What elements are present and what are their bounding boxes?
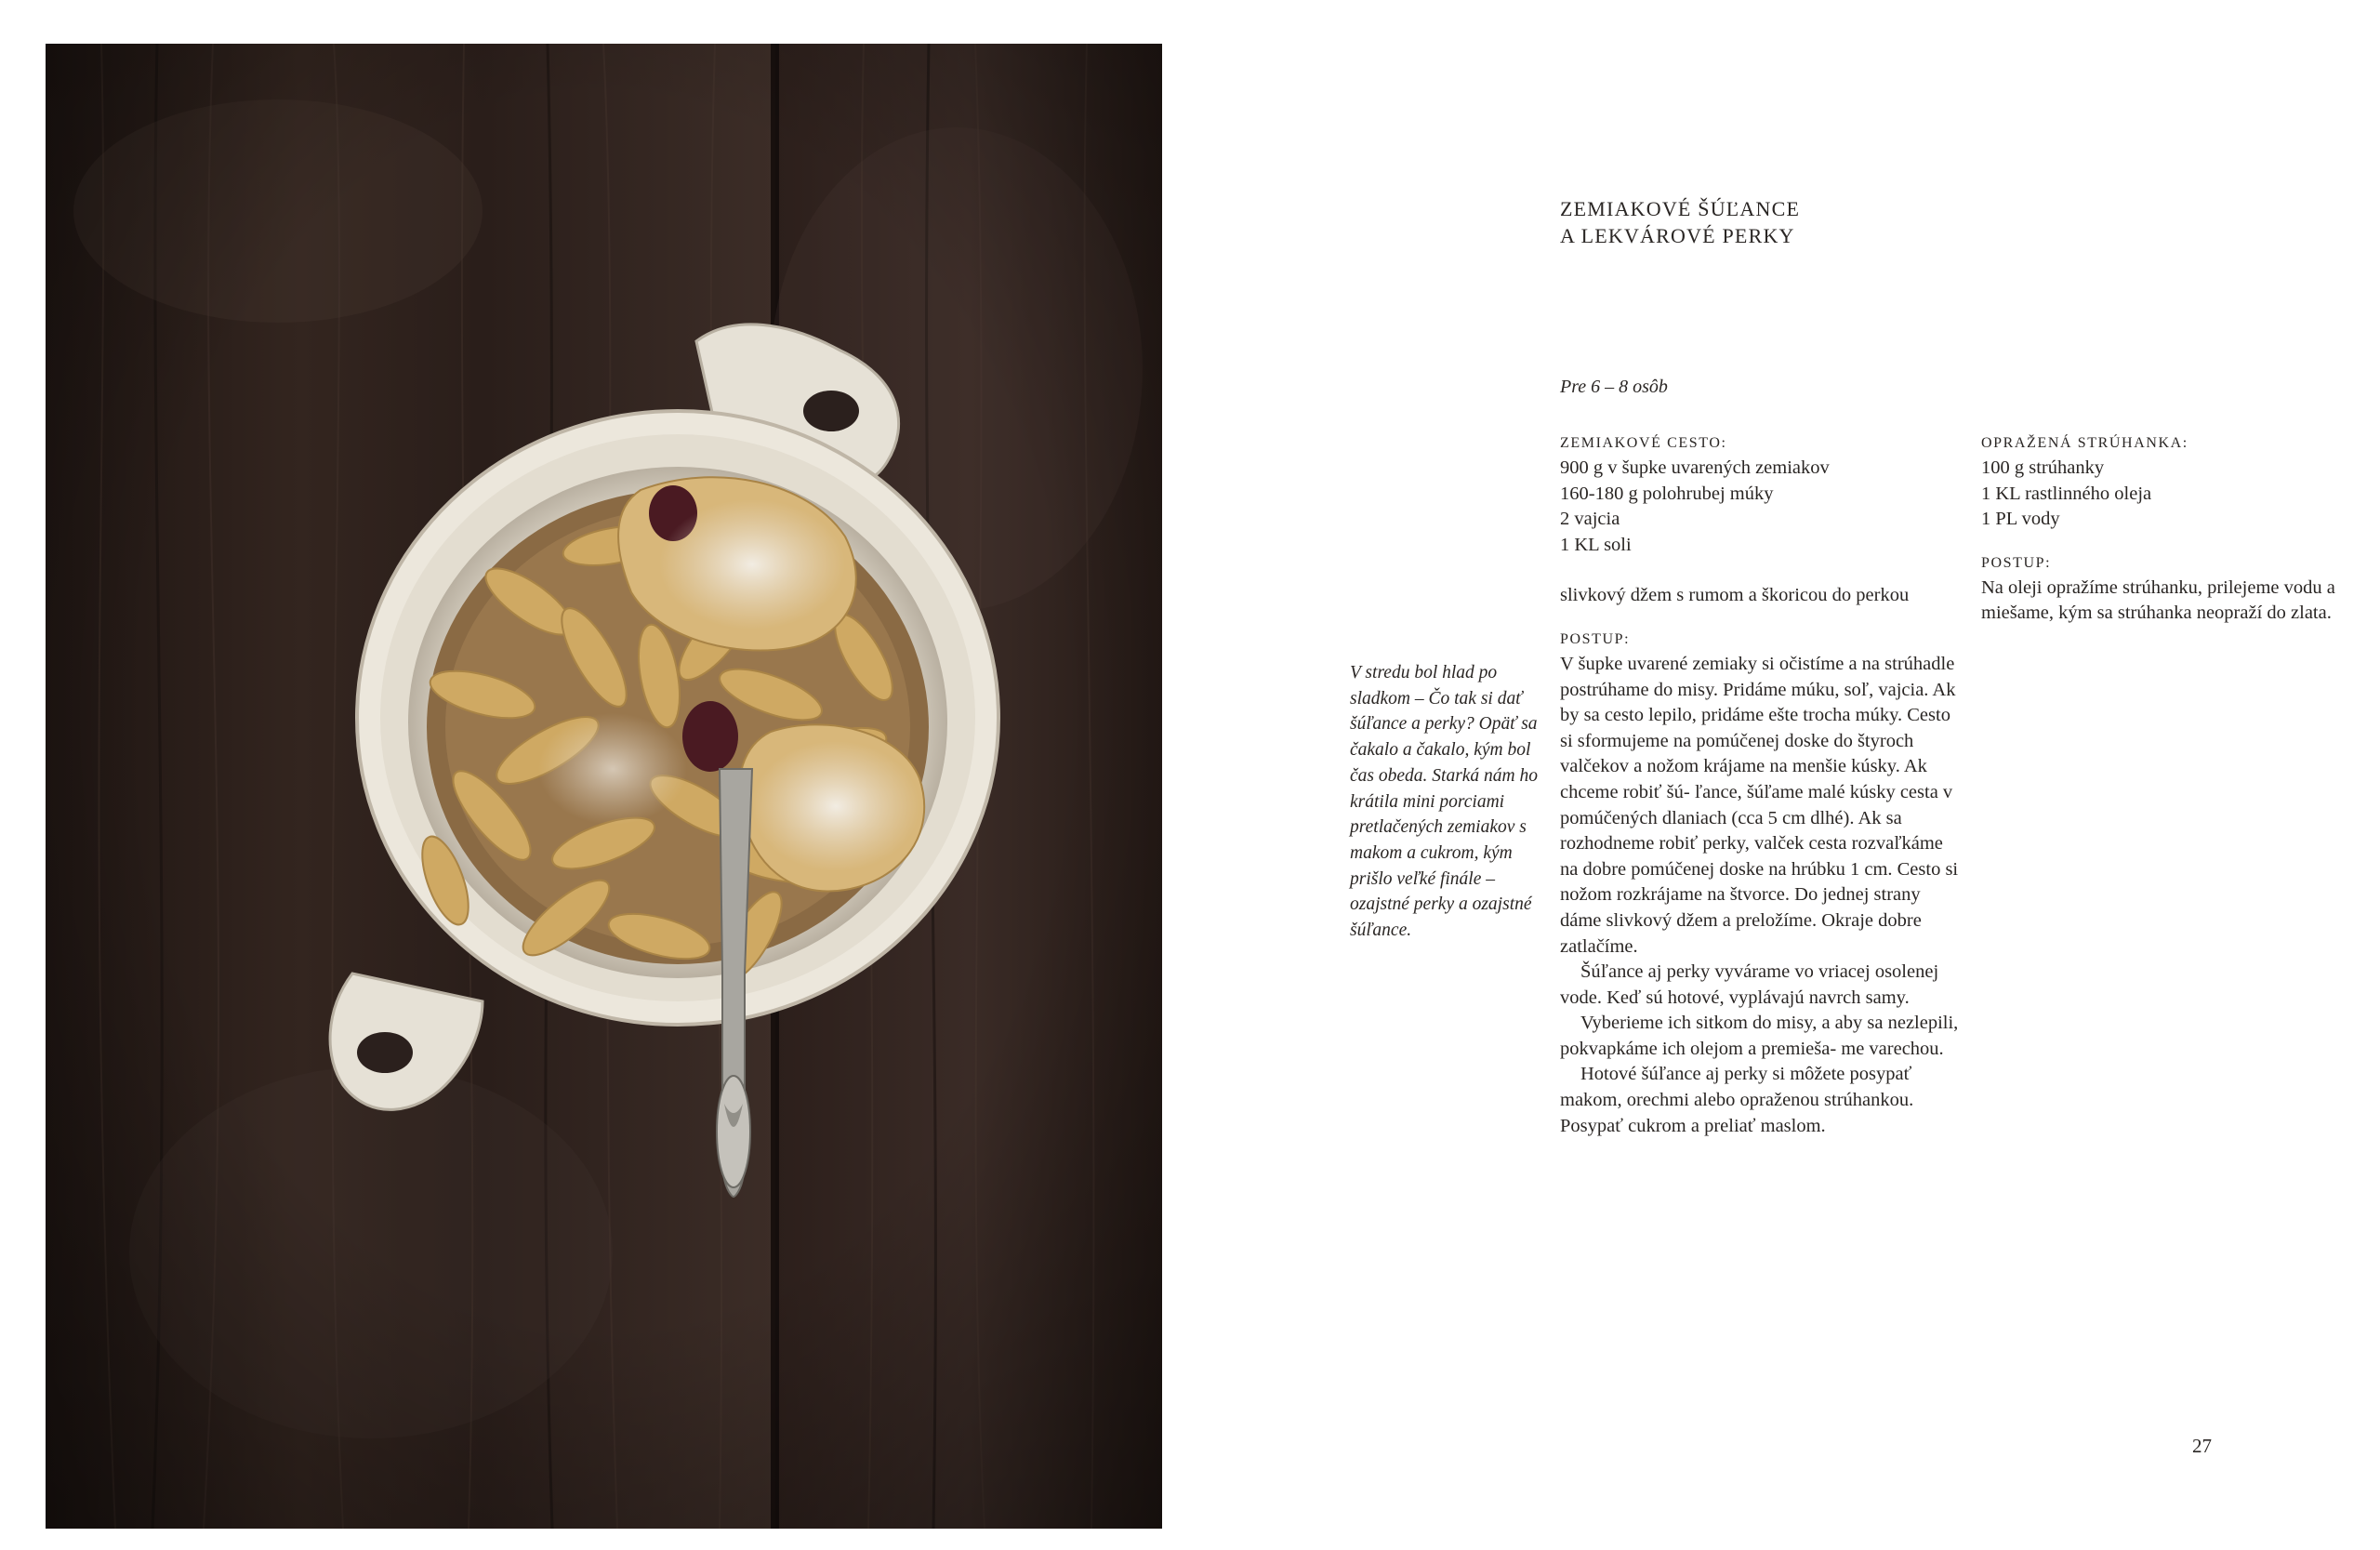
recipe-photo [46, 44, 1162, 1529]
method-heading: POSTUP: [1560, 630, 1631, 647]
ingredient-item: 2 vajcia [1560, 509, 1620, 530]
method-text [1560, 652, 1960, 1139]
recipe-title-line-2: A LEKVÁROVÉ PERKY [1560, 224, 1795, 247]
page-number: 27 [2192, 1435, 2212, 1457]
ingredient-item: 100 g strúhanky [1981, 457, 2105, 478]
dough-ingredient-list [1560, 456, 1960, 558]
method-paragraph: Hotové šúľance aj perky si môžete posypať makom, orechmi alebo opraženou strúhankou. Posypať cukrom a preliať maslom. [1560, 1064, 1914, 1136]
ingredient-item: 1 KL rastlinného oleja [1981, 483, 2152, 504]
crumbs-section [1981, 431, 2344, 627]
method-paragraph: Šúľance aj perky vyvárame vo vriacej osolenej vode. Keď sú hotové, vyplávajú navrch samy. [1560, 961, 1939, 1008]
crumbs-method-text: Na oleji opražíme strúhanku, prilejeme vodu a miešame, kým sa strúhanka neopraží do zlata. [1981, 576, 2335, 624]
recipe-title-line-1: ZEMIAKOVÉ ŠÚĽANCE [1560, 197, 1801, 220]
sidebar-note: V stredu bol hlad po sladkom – Čo tak si dať šúľance a perky? Opäť sa čakalo a čakalo, kým bol čas obeda. Starká nám ho krátila mini porciami pretlačených zemiakov s makom a cukrom, kým prišlo veľké finále – ozajstné perky a ozajstné šúľance. [1350, 663, 1539, 941]
servings: Pre 6 – 8 osôb [1560, 377, 1668, 397]
recipe-title [1560, 195, 1800, 249]
ingredient-item: 1 PL vody [1981, 509, 2060, 530]
food-photo-illustration [46, 44, 1162, 1529]
dough-section [1560, 431, 1960, 1139]
ingredient-item: 900 g v šupke uvarených zemiakov [1560, 457, 1830, 478]
crumbs-ingredient-list [1981, 456, 2344, 533]
dough-heading: ZEMIAKOVÉ CESTO: [1560, 435, 1727, 451]
crumbs-heading: OPRAŽENÁ STRÚHANKA: [1981, 435, 2188, 451]
ingredient-item: 1 KL soli [1560, 534, 1632, 555]
crumbs-method-heading: POSTUP: [1981, 554, 2052, 571]
method-paragraph: V šupke uvarené zemiaky si očistíme a na strúhadle postrúhame do misy. Pridáme múku, soľ, vajcia. Ak by sa cesto lepilo, pridáme ešte trocha múky. Cesto si sformujeme na pomúčenej doske do štyroch valčekov a nožom krájame na menšie kúsky. Ak chceme robiť šú- ľance, šúľame malé kúsky cesta v pomúčených dlaniach (cca 5 cm dlhé). Ak sa rozhodneme robiť perky, valček cesta rozvaľkáme na dobre pomúčenej doske na hrúbku 1 cm. Cesto si nožom rozkrájame na štvorce. Do jednej strany dáme slivkový džem a preložíme. Okraje dobre zatlačíme. [1560, 653, 1959, 957]
ingredient-item: 160-180 g polohrubej múky [1560, 483, 1774, 504]
jam-note: slivkový džem s rumom a škoricou do perkou [1560, 585, 1910, 606]
method-paragraph: Vyberieme ich sitkom do misy, a aby sa nezlepili, pokvapkáme ich olejom a premieša- me varechou. [1560, 1013, 1959, 1059]
